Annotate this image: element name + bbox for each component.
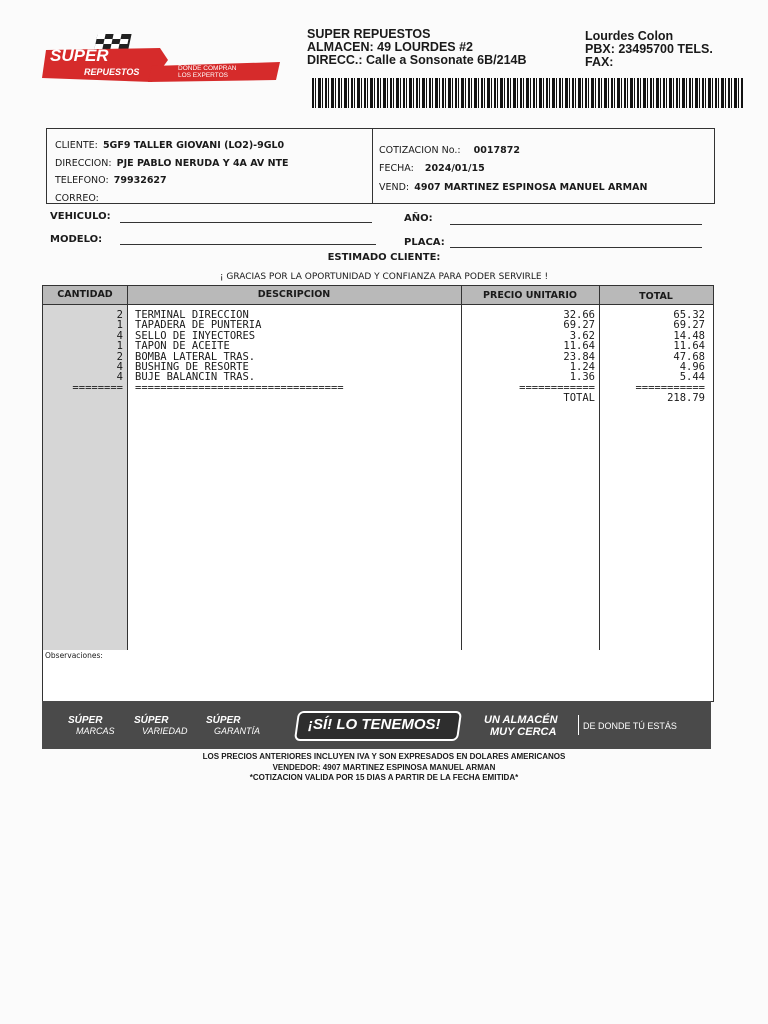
logo-text-repuestos: REPUESTOS	[84, 67, 140, 77]
total-column: 65.32 69.27 14.48 11.64 47.68 4.96 5.44 =========== 218.79	[635, 309, 705, 405]
branch-info	[585, 30, 713, 69]
direccion-label: DIRECCION:	[55, 158, 112, 169]
footer-prices-note: LOS PRECIOS ANTERIORES INCLUYEN IVA Y SON EXPRESADOS EN DOLARES AMERICANOS	[202, 752, 566, 761]
fecha-row	[379, 156, 485, 175]
banner-super-3: SÚPER	[206, 715, 241, 726]
fecha-value: 2024/01/15	[424, 163, 485, 174]
cantidad-column: 2 1 4 1 2 4 4 ========	[72, 309, 123, 394]
placa-line	[450, 247, 702, 248]
banner-almacen	[484, 714, 558, 738]
cotizacion-row	[379, 138, 520, 157]
correo-label: CORREO:	[55, 193, 99, 204]
footer-validity: *COTIZACION VALIDA POR 15 DIAS A PARTIR DE LA FECHA EMITIDA*	[249, 773, 519, 782]
logo-tagline-1: DONDE COMPRAN	[178, 65, 237, 72]
col-divider-1	[127, 286, 128, 651]
banner-super-1: SÚPER	[68, 715, 103, 726]
banner-variedad: VARIEDAD	[142, 726, 188, 736]
banner-super-2: SÚPER	[134, 715, 169, 726]
vehiculo-line	[120, 222, 372, 223]
banner-donde: DE DONDE TÚ ESTÁS	[583, 721, 677, 731]
banner-slogan: ¡SÍ! LO TENEMOS!	[308, 716, 441, 733]
banner-garantia: GARANTÍA	[214, 726, 261, 736]
observaciones-label: Observaciones:	[45, 651, 103, 660]
banner-almacen-2: MUY CERCA	[490, 726, 557, 738]
promo-banner	[42, 701, 711, 749]
observaciones-box	[42, 650, 714, 702]
client-info-box	[46, 128, 715, 204]
col-header-descripcion: DESCRIPCION	[127, 286, 461, 304]
thanks-message: ¡ GRACIAS POR LA OPORTUNIDAD Y CONFIANZA PARA PODER SERVIRLE !	[219, 272, 549, 282]
anio-line	[450, 224, 702, 225]
modelo-line	[120, 244, 376, 245]
cliente-label: CLIENTE:	[55, 140, 98, 151]
client-telefono-row	[55, 168, 167, 187]
banner-marcas: MARCAS	[76, 726, 115, 736]
address-info: DIRECC.: Calle a Sonsonate 6B/214B	[307, 53, 527, 67]
box-divider	[372, 129, 373, 203]
placa-label: PLACA:	[404, 237, 445, 248]
footer-vendedor: VENDEDOR: 4907 MARTINEZ ESPINOSA MANUEL ARMAN	[272, 763, 496, 772]
vend-label: VEND:	[379, 182, 410, 193]
logo-tagline	[178, 65, 237, 79]
col-divider-3	[599, 286, 600, 651]
company-info	[307, 28, 527, 67]
fecha-label: FECHA:	[379, 163, 414, 174]
header-divider	[43, 304, 713, 305]
anio-label: AÑO:	[404, 213, 433, 224]
logo-text-super: SUPER	[50, 46, 109, 65]
barcode	[312, 78, 744, 108]
col-header-precio: PRECIO UNITARIO	[461, 286, 599, 304]
col-header-cantidad: CANTIDAD	[43, 286, 127, 304]
almacen-info: ALMACEN: 49 LOURDES #2	[307, 40, 473, 54]
branch-name: Lourdes Colon	[585, 29, 674, 43]
banner-divider	[578, 715, 579, 735]
client-correo-row	[55, 186, 99, 205]
fax-info: FAX:	[585, 55, 614, 69]
col-divider-2	[461, 286, 462, 651]
precio-column: 32.66 69.27 3.62 11.64 23.84 1.24 1.36 ============ TOTAL	[519, 309, 595, 405]
logo-tagline-2: LOS EXPERTOS	[178, 72, 228, 79]
cotizacion-label: COTIZACION No.:	[379, 145, 461, 156]
pbx-info: PBX: 23495700 TELS.	[585, 42, 713, 56]
modelo-label: MODELO:	[50, 234, 103, 245]
company-name: SUPER REPUESTOS	[307, 27, 431, 41]
company-logo	[40, 32, 285, 92]
items-table	[42, 285, 714, 652]
cliente-value: 5GF9 TALLER GIOVANI (LO2)-9GL0	[102, 140, 285, 151]
greeting: ESTIMADO CLIENTE:	[327, 252, 441, 263]
telefono-value: 79932627	[113, 175, 167, 186]
client-cliente-row	[55, 133, 284, 152]
vend-row	[379, 175, 647, 194]
cotizacion-value: 0017872	[473, 145, 520, 156]
vehiculo-label: VEHICULO:	[50, 211, 111, 222]
col-header-total: TOTAL	[599, 286, 713, 304]
descripcion-column: TERMINAL DIRECCION TAPADERA DE PUNTERIA SELLO DE INYECTORES TAPON DE ACEITE BOMBA LATERAL TRAS. BUSHING DE RESORTE BUJE BALANCIN TRAS. =================================	[135, 309, 344, 394]
vend-value: 4907 MARTINEZ ESPINOSA MANUEL ARMAN	[414, 182, 648, 193]
direccion-value: PJE PABLO NERUDA Y 4A AV NTE	[116, 158, 289, 169]
banner-almacen-1: UN ALMACÉN	[484, 714, 558, 726]
telefono-label: TELEFONO:	[55, 175, 109, 186]
